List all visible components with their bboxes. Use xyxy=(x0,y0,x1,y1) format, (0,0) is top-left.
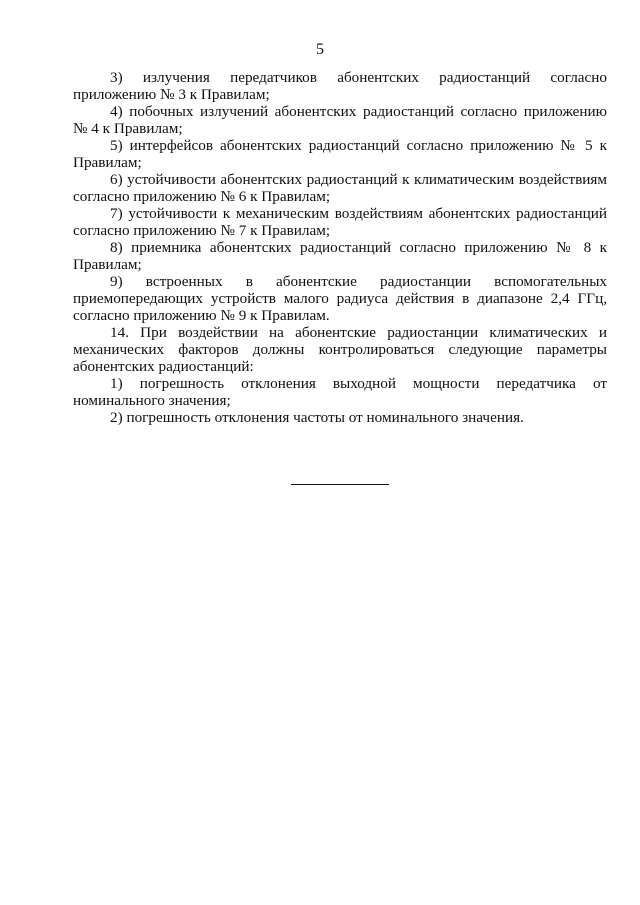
list-item: 5) интерфейсов абонентских радиостанций согласно приложению № 5 к Правилам; xyxy=(73,137,607,171)
list-item: 4) побочных излучений абонентских радиостанций согласно приложению № 4 к Правилам; xyxy=(73,103,607,137)
list-item: 9) встроенных в абонентские радиостанции вспомогательных приемопередающих устройств малого радиуса действия в диапазоне 2,4 ГГц, согласно приложению № 9 к Правилам. xyxy=(73,273,607,324)
list-item: 2) погрешность отклонения частоты от номинального значения. xyxy=(110,409,524,426)
document-body xyxy=(73,69,607,426)
end-separator-line xyxy=(291,484,389,485)
section-paragraph: 14. При воздействии на абонентские радиостанции климатических и механических факторов должны контролироваться следующие параметры абонентских радиостанций: xyxy=(73,324,607,375)
list-item: 3) излучения передатчиков абонентских радиостанций согласно приложению № 3 к Правилам; xyxy=(73,69,607,103)
list-item: 6) устойчивости абонентских радиостанций к климатическим воздействиям согласно приложению № 6 к Правилам; xyxy=(73,171,607,205)
list-item: 1) погрешность отклонения выходной мощности передатчика от номинального значения; xyxy=(73,375,607,409)
list-item: 7) устойчивости к механическим воздействиям абонентских радиостанций согласно приложению № 7 к Правилам; xyxy=(73,205,607,239)
page-number: 5 xyxy=(316,41,324,58)
list-item: 8) приемника абонентских радиостанций согласно приложению № 8 к Правилам; xyxy=(73,239,607,273)
